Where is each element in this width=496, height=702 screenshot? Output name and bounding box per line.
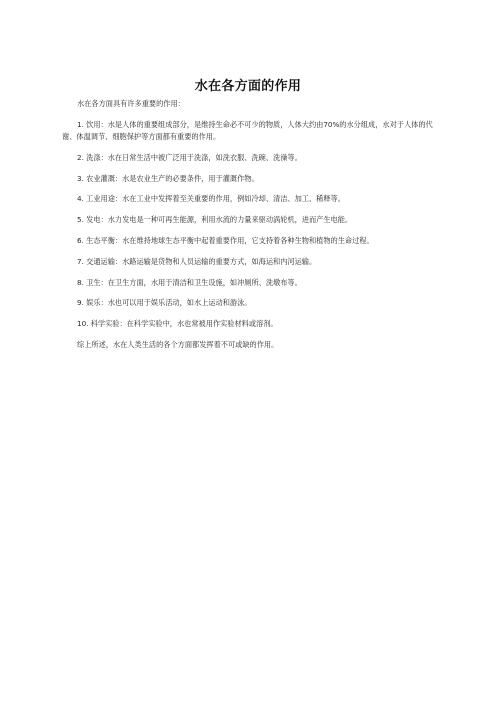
- conclusion-paragraph: 综上所述，水在人类生活的各个方面都发挥着不可或缺的作用。: [77, 340, 279, 350]
- list-item-washing: 2. 洗涤：水在日常生活中被广泛用于洗涤，如洗衣服、洗碗、洗澡等。: [77, 152, 302, 162]
- list-item-ecology: 6. 生态平衡：水在维持地球生态平衡中起着重要作用，它支持着各种生物和植物的生命过程。: [77, 236, 374, 246]
- list-item-power: 5. 发电：水力发电是一种可再生能源，利用水流的力量来驱动涡轮机，进而产生电能。: [77, 215, 353, 225]
- document-body: [62, 98, 437, 360]
- intro-paragraph: 水在各方面具有许多重要的作用：: [77, 99, 185, 108]
- list-item-drinking: 1. 饮用：水是人体的重要组成部分，是维持生命必不可少的物质，人体大约由70%的水分组成，水对于人体的代谢、体温调节、细胞保护等方面都有重要的作用。: [62, 119, 433, 142]
- list-item-recreation: 9. 娱乐：水也可以用于娱乐活动，如水上运动和游泳。: [77, 298, 252, 308]
- list-item-hygiene: 8. 卫生：在卫生方面，水用于清洁和卫生设施，如冲厕所、洗墩布等。: [77, 277, 302, 287]
- list-item-transport: 7. 交通运输：水路运输是货物和人员运输的重要方式，如海运和内河运输。: [77, 256, 317, 266]
- list-item-industry: 4. 工业用途：水在工业中发挥着至关重要的作用，例如冷却、清洁、加工、稀释等。: [77, 194, 345, 204]
- list-item-science: 10. 科学实验：在科学实验中，水也常被用作实验材料或溶剂。: [77, 319, 278, 329]
- document-title: 水在各方面的作用: [194, 79, 302, 94]
- list-item-irrigation: 3. 农业灌溉：水是农业生产的必要条件，用于灌溉作物。: [77, 173, 259, 183]
